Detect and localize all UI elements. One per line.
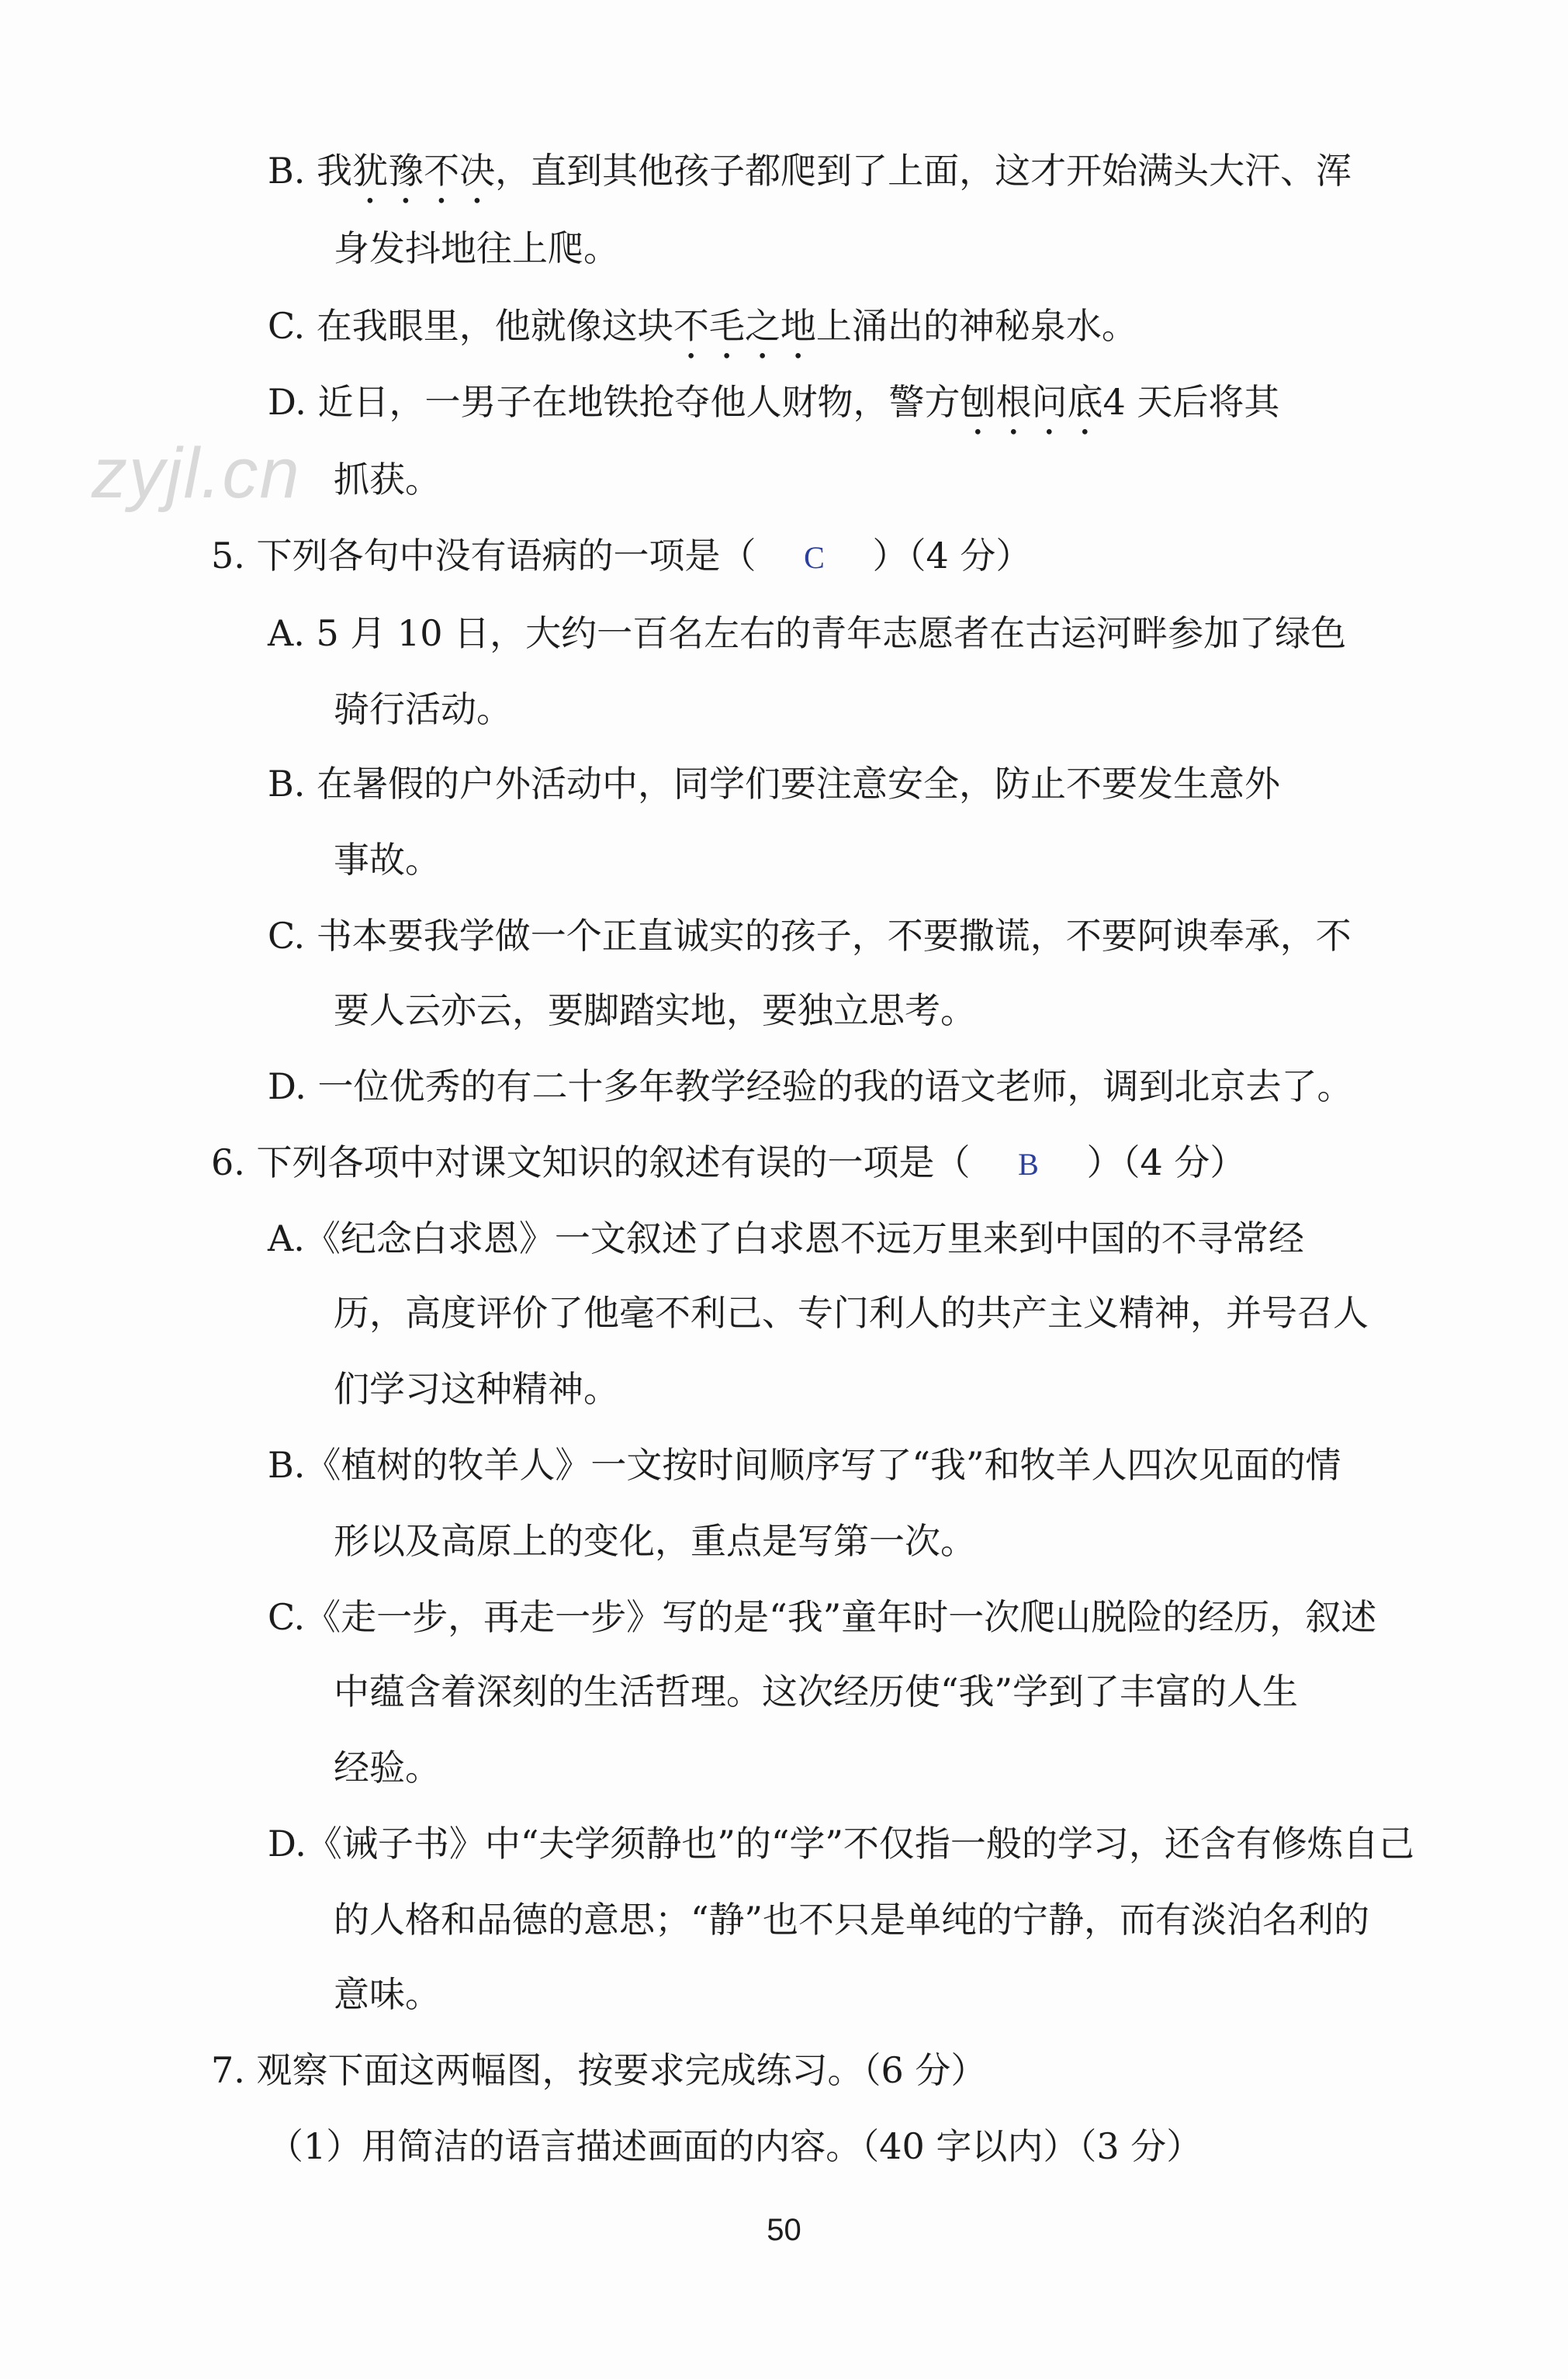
q6-option-c-line1: C.《走一步，再走一步》写的是“我”童年时一次爬山脱险的经历，叙述 bbox=[268, 1596, 1377, 1638]
q6-option-b-line2: 形以及高原上的变化，重点是写第一次。 bbox=[334, 1520, 976, 1562]
q6-stem: 6. 下列各项中对课文知识的叙述有误的一项是（ B ）（4 分） bbox=[211, 1139, 1245, 1188]
q6-option-a-line2: 历，高度评价了他毫不利己、专门利人的共产主义精神，并号召人 bbox=[334, 1292, 1369, 1334]
q6-option-d-line1: D.《诫子书》中“夫学须静也”的“学”不仅指一般的学习，还含有修炼自己 bbox=[268, 1823, 1414, 1865]
q6-option-a-line3: 们学习这种精神。 bbox=[334, 1368, 619, 1410]
q6-answer: B bbox=[1018, 1147, 1039, 1182]
q6-option-d-line3: 意味。 bbox=[334, 1973, 441, 2015]
q4-emphasized-word-d: 刨根问底 bbox=[960, 381, 1103, 423]
q6-option-c-line3: 经验。 bbox=[334, 1747, 441, 1789]
q4-option-b-line1: B. 我犹豫不决，直到其他孩子都爬到了上面，这才开始满头大汗、浑 bbox=[268, 150, 1352, 192]
q4-option-d-line1: D. 近日，一男子在地铁抢夺他人财物，警方刨根问底4 天后将其 bbox=[268, 381, 1280, 423]
q5-answer: C bbox=[804, 540, 825, 575]
q7-subquestion-1: （1）用简洁的语言描述画面的内容。（40 字以内）（3 分） bbox=[268, 2125, 1203, 2167]
q5-option-c-line1: C. 书本要我学做一个正直诚实的孩子，不要撒谎，不要阿谀奉承，不 bbox=[268, 915, 1352, 957]
q6-option-c-line2: 中蕴含着深刻的生活哲理。这次经历使“我”学到了丰富的人生 bbox=[334, 1671, 1299, 1712]
q7-stem: 7. 观察下面这两幅图，按要求完成练习。（6 分） bbox=[211, 2049, 987, 2091]
q5-option-d: D. 一位优秀的有二十多年教学经验的我的语文老师，调到北京去了。 bbox=[268, 1065, 1353, 1107]
watermark: zyjl.cn bbox=[92, 434, 301, 513]
q6-option-b-line1: B.《植树的牧羊人》一文按时间顺序写了“我”和牧羊人四次见面的情 bbox=[268, 1444, 1341, 1486]
q5-option-b-line1: B. 在暑假的户外活动中，同学们要注意安全，防止不要发生意外 bbox=[268, 763, 1281, 805]
q4-emphasized-word-b: 犹豫不决 bbox=[352, 150, 496, 192]
q6-option-a-line1: A.《纪念白求恩》一文叙述了白求恩不远万里来到中国的不寻常经 bbox=[268, 1217, 1304, 1259]
q5-option-b-line2: 事故。 bbox=[334, 839, 441, 881]
page-number: 50 bbox=[767, 2213, 801, 2247]
q6-option-d-line2: 的人格和品德的意思；“静”也不只是单纯的宁静，而有淡泊名利的 bbox=[334, 1899, 1370, 1941]
q5-option-a-line2: 骑行活动。 bbox=[334, 688, 512, 730]
q5-option-a-line1: A. 5 月 10 日，大约一百名左右的青年志愿者在古运河畔参加了绿色 bbox=[268, 612, 1347, 654]
q4-emphasized-word-c: 不毛之地 bbox=[673, 305, 816, 347]
q4-option-c: C. 在我眼里，他就像这块不毛之地上涌出的神秘泉水。 bbox=[268, 305, 1137, 347]
q5-stem: 5. 下列各句中没有语病的一项是（ C ）（4 分） bbox=[211, 532, 1031, 581]
q5-option-c-line2: 要人云亦云，要脚踏实地，要独立思考。 bbox=[334, 989, 976, 1031]
q4-option-d-line2: 抓获。 bbox=[334, 459, 441, 500]
q4-option-b-line2: 身发抖地往上爬。 bbox=[334, 227, 619, 269]
